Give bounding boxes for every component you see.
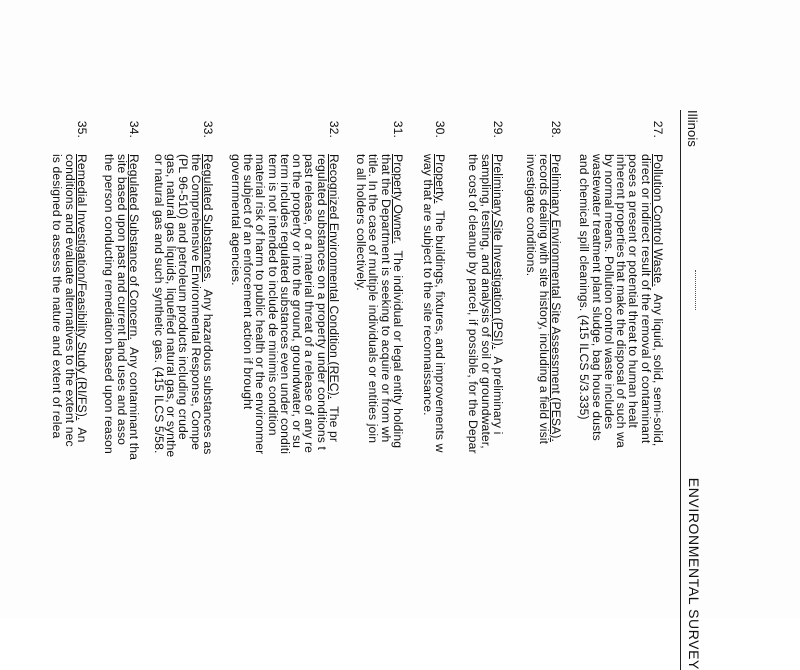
item-text: Recognized Environmental Condition (REC). The pr regulated substances on a property under conditions t past release, or a material threat of a release of any re on the property or into the ground, groundwater, or su term includes regulated substances even under conditi term is not intended to include de minimis condition material risk of harm to public health or the environmer the subject of an enforcement action if brought governmental agencies. bbox=[228, 154, 341, 455]
item-title: Property. bbox=[433, 154, 447, 204]
item-text: Pollution Control Waste. Any liquid, solid, semi-solid, direct or indirect result of the removal of contaminant poses a present or potential threat to human healt inherent properties that make the disposal of such wa by normal means. Pollution control waste includes wastewater treatment plant sludge, bag house dusts and chemical spill cleanings. (415 ILCS 5/3.335) bbox=[577, 154, 665, 448]
item-text: Preliminary Site Investigation (PSI). A preliminary i sampling, testing, and analysis of soil or groundwater, the cost of cleanup by parcel, if possible, for the Depar bbox=[466, 154, 505, 454]
item-title: Recognized Environmental Condition (REC). bbox=[327, 154, 341, 400]
item-title: Preliminary Site Investigation (PSI). bbox=[491, 154, 505, 350]
item-number: 34. bbox=[127, 120, 141, 138]
item-title: Pollution Control Waste. bbox=[651, 154, 665, 287]
item-number: 29. bbox=[491, 120, 505, 138]
item-number: 30. bbox=[433, 120, 447, 138]
header-title: ENVIRONMENTAL SURVEY bbox=[686, 477, 702, 670]
item-title: Regulated Substances. bbox=[201, 154, 215, 283]
rotated-page-content bbox=[50, 110, 702, 670]
item-number: 27. bbox=[651, 120, 665, 138]
item-text: Preliminary Environmental Site Assessment (PESA). records dealing with site history, including a field visit investigate conditions. bbox=[524, 154, 563, 445]
header-state: Illinois bbox=[685, 110, 700, 147]
item-number: 32. bbox=[327, 120, 341, 138]
item-number: 31. bbox=[391, 120, 405, 138]
header-rule bbox=[680, 110, 681, 670]
item-number: 35. bbox=[75, 120, 89, 138]
item-number: 33. bbox=[201, 120, 215, 138]
item-title: Preliminary Environmental Site Assessment (PESA). bbox=[549, 154, 563, 443]
item-text: Remedial Investigation/Feasibility Study (RI/FS). An conditions and evaluate alternatives to the extent nec is designed to assess the nature and extent of relea bbox=[50, 154, 89, 447]
item-text: Property. The buildings, fixtures, and improvements w way that are subject to the site reconnaissance. bbox=[420, 154, 447, 453]
item-title: Property Owner. bbox=[391, 154, 405, 244]
item-title: Remedial Investigation/Feasibility Study (RI/FS). bbox=[75, 154, 89, 421]
item-text: Regulated Substance of Concern. Any contaminant tha site based upon past and current land uses and asso the person conducting remediation based upon reason bbox=[102, 154, 141, 461]
header-dotted-mark bbox=[695, 270, 696, 310]
item-number: 28. bbox=[549, 120, 563, 138]
item-title: Regulated Substance of Concern. bbox=[127, 154, 141, 341]
page-header bbox=[684, 110, 700, 670]
item-text: Regulated Substances. Any hazardous substances as the Comprehensive Environmental Response, Compe (PL 96-510) and petroleum products including crude gas, natural gas liquids, liquefied natural gas, or synthe or natural gas and such synthetic gas. (415 ILCS 5/58. bbox=[151, 154, 215, 458]
item-text: Property Owner. The individual or legal entity holding that the Department is seeking to acquire or from wh title. In the case of multiple individuals or entities join to all holders collectively. bbox=[354, 154, 405, 449]
